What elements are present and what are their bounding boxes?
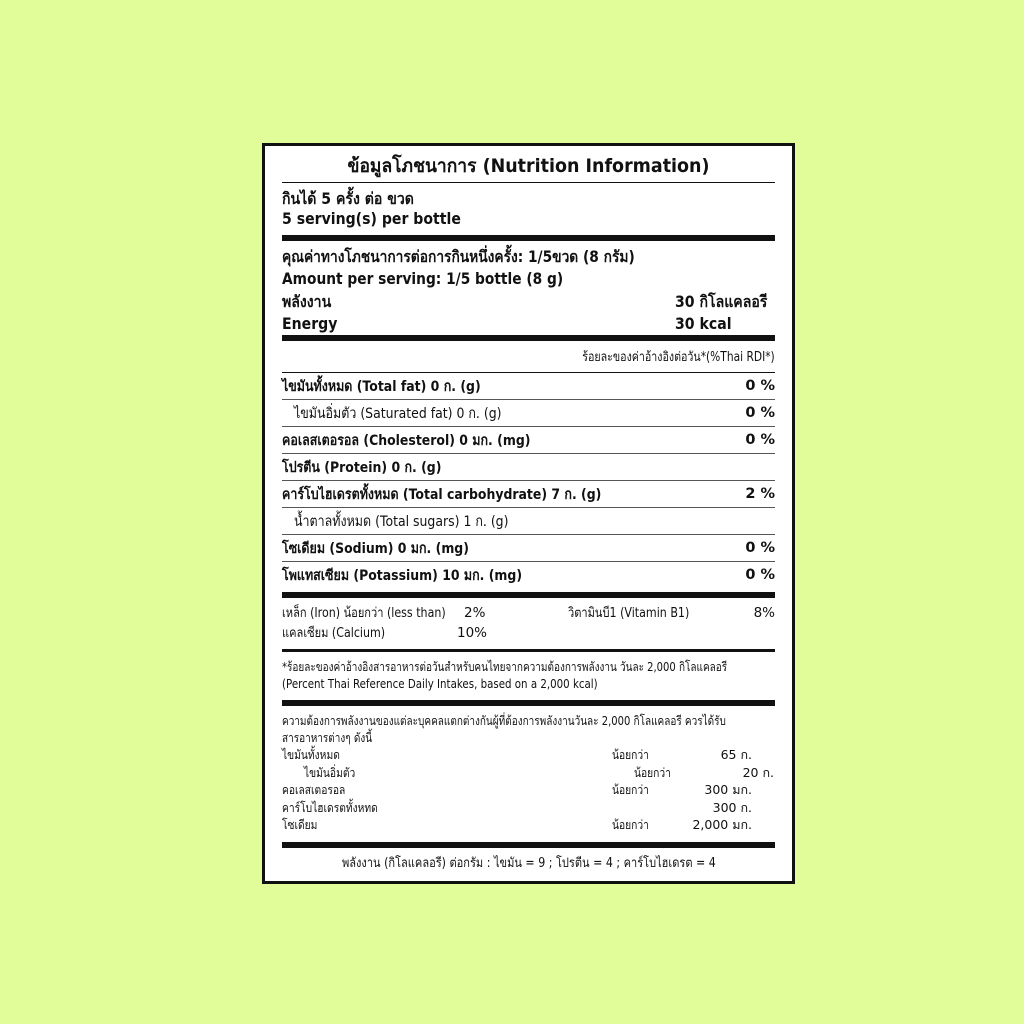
nutrient-rdi-pct: 0 %	[745, 567, 775, 583]
requirement-label: ไขมันอิ่มตัว	[304, 764, 356, 780]
nutrient-row	[282, 535, 775, 561]
servings-section	[282, 183, 775, 235]
requirement-value: 300 ก.	[712, 799, 752, 815]
vitamin-b1-pct: 8%	[753, 605, 775, 621]
amount-per-serving-thai: คุณค่าทางโภชนาการต่อการกินหนึ่งครั้ง: 1/5ขวด (8 กรัม)	[282, 247, 635, 266]
requirement-row	[282, 816, 775, 834]
nutrient-label: คาร์โบไฮเดรตทั้งหมด (Total carbohydrate) 7 ก. (g)	[282, 486, 602, 503]
requirement-row	[282, 746, 775, 764]
energy-value-thai: 30 กิโลแคลอรี	[675, 292, 768, 311]
nutrient-row	[282, 400, 775, 426]
nutrition-label	[262, 143, 795, 884]
iron-label: เหล็ก (Iron) น้อยกว่า (less than)	[282, 605, 446, 621]
requirement-label: คอเลสเตอรอล	[282, 782, 346, 797]
requirement-qualifier: น้อยกว่า	[634, 764, 671, 780]
vitamin-b1-label: วิตามินบี1 (Vitamin B1)	[568, 605, 690, 621]
requirement-row	[282, 799, 775, 817]
energy-value-english: 30 kcal	[675, 314, 732, 333]
calcium-pct: 10%	[457, 625, 488, 641]
requirement-value: 20 ก.	[742, 764, 774, 780]
nutrient-rdi-pct: 0 %	[745, 540, 775, 556]
requirements-intro-1: ความต้องการพลังงานของแต่ละบุคคลแตกต่างกันผู้ที่ต้องการพลังงานวันละ 2,000 กิโลแคลอรี ควรได้รับ	[282, 713, 726, 728]
nutrient-row	[282, 562, 775, 588]
nutrient-row	[282, 508, 775, 534]
requirement-qualifier: น้อยกว่า	[612, 817, 649, 832]
nutrient-label: โซเดียม (Sodium) 0 มก. (mg)	[282, 540, 469, 557]
rdi-header-row	[282, 341, 775, 372]
nutrient-rdi-pct: 0 %	[745, 405, 775, 421]
requirements-intro-2: สารอาหารต่างๆ ดังนี้	[282, 730, 373, 745]
requirement-value: 300 มก.	[704, 782, 752, 797]
requirement-label: คาร์โบไฮเดรตทั้งหทด	[282, 799, 378, 815]
nutrient-label: โพแทสเซียม (Potassium) 10 มก. (mg)	[282, 567, 523, 584]
nutrient-label: น้ำตาลทั้งหมด (Total sugars) 1 ก. (g)	[294, 513, 509, 530]
nutrient-list	[282, 372, 775, 588]
amount-per-serving-english: Amount per serving: 1/5 bottle (8 g)	[282, 269, 564, 288]
servings-thai: กินได้ 5 ครั้ง ต่อ ขวด	[282, 189, 414, 208]
servings-english: 5 serving(s) per bottle	[282, 209, 461, 228]
rdi-header: ร้อยละของค่าอ้างอิงต่อวัน*(%Thai RDI*)	[582, 350, 775, 365]
energy-label-english: Energy	[282, 314, 338, 333]
requirement-label: โซเดียม	[282, 817, 318, 832]
vitamins-section	[282, 598, 775, 649]
iron-pct: 2%	[464, 605, 486, 621]
nutrient-rdi-pct: 0 %	[745, 378, 775, 394]
nutrient-row	[282, 454, 775, 480]
requirement-qualifier: น้อยกว่า	[612, 747, 649, 762]
nutrient-label: ไขมันทั้งหมด (Total fat) 0 ก. (g)	[282, 378, 481, 395]
footnote-section	[282, 652, 775, 700]
nutrient-row	[282, 427, 775, 453]
nutrient-rdi-pct: 0 %	[745, 432, 775, 448]
energy-label-thai: พลังงาน	[282, 292, 332, 311]
requirement-row	[282, 781, 775, 799]
requirements-section	[282, 706, 775, 842]
nutrient-row	[282, 481, 775, 507]
requirement-label: ไขมันทั้งหมด	[282, 747, 340, 762]
requirement-value: 65 ก.	[720, 747, 752, 762]
energy-factors: พลังงาน (กิโลแคลอรี) ต่อกรัม : ไขมัน = 9 ; โปรตีน = 4 ; คาร์โบไฮเดรต = 4	[341, 855, 716, 871]
nutrient-label: โปรตีน (Protein) 0 ก. (g)	[282, 459, 442, 476]
calcium-label: แคลเซียม (Calcium)	[282, 625, 386, 641]
requirement-value: 2,000 มก.	[692, 817, 752, 832]
nutrient-label: คอเลสเตอรอล (Cholesterol) 0 มก. (mg)	[282, 432, 531, 449]
amount-section	[282, 241, 775, 335]
nutrient-label: ไขมันอิ่มตัว (Saturated fat) 0 ก. (g)	[294, 405, 502, 422]
footnote-english: (Percent Thai Reference Daily Intakes, based on a 2,000 kcal)	[282, 676, 598, 691]
requirement-row	[282, 764, 775, 782]
nutrient-rdi-pct: 2 %	[745, 486, 775, 502]
nutrient-row	[282, 373, 775, 399]
footnote-thai: *ร้อยละของค่าอ้างอิงสารอาหารต่อวันสำหรับคนไทยจากความต้องการพลังงาน วันละ 2,000 กิโลแคลอรี	[282, 659, 728, 674]
energy-factors-row	[282, 848, 775, 876]
requirement-qualifier: น้อยกว่า	[612, 782, 649, 797]
requirements-table	[282, 746, 775, 834]
label-title: ข้อมูลโภชนาการ (Nutrition Information)	[347, 155, 710, 177]
